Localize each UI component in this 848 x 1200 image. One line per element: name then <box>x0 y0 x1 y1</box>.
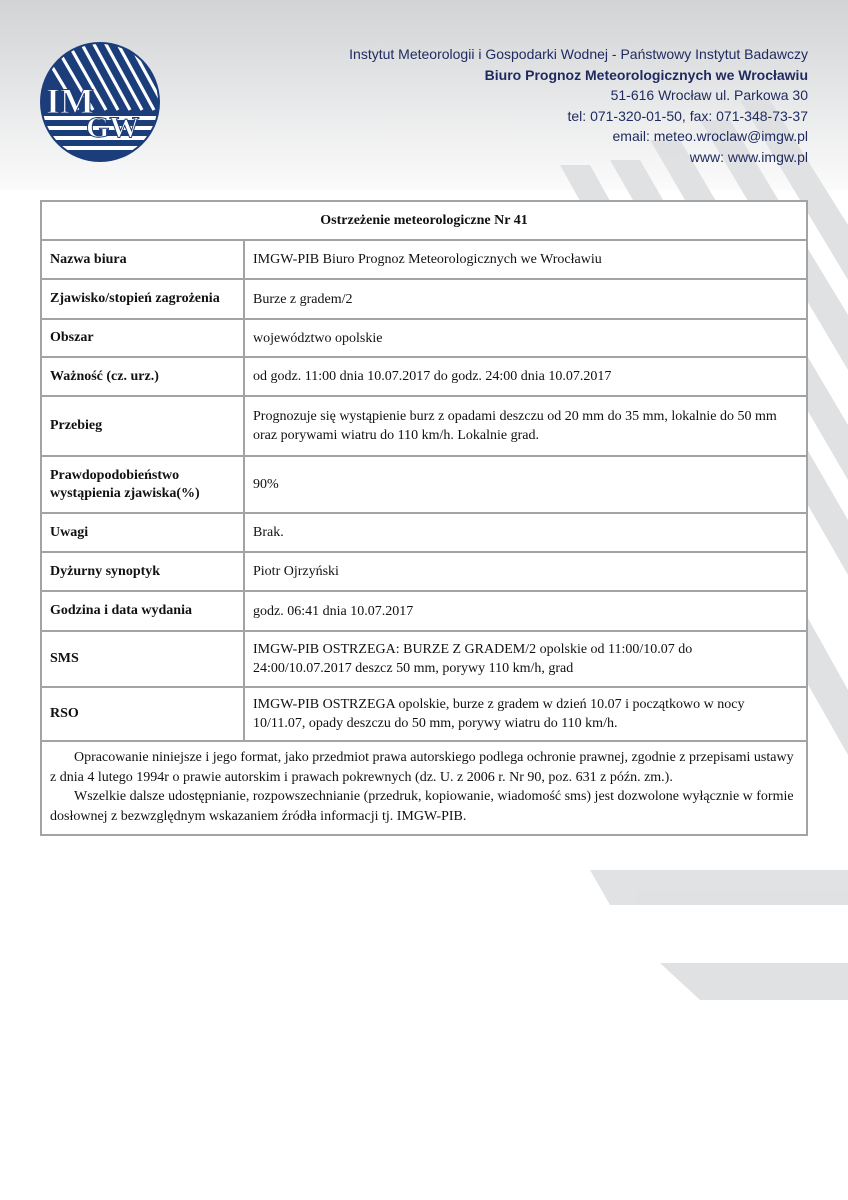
table-row <box>41 396 807 456</box>
distribution-paragraph: Wszelkie dalsze udostępnianie, rozpowszechnianie (przedruk, kopiowanie, wiadomość sms) jest dozwolone wyłącznie w formie dosłownej z bezwzględnym wskazaniem źródła informacji tj. IMGW-PIB. <box>50 789 794 824</box>
row-value-line: IMGW-PIB OSTRZEGA: BURZE Z GRADEM/2 opolskie od 11:00/10.07 do <box>253 642 693 657</box>
row-label: Dyżurny synoptyk <box>41 552 244 591</box>
website-link[interactable]: www: www.imgw.pl <box>689 148 808 165</box>
phone-fax: tel: 071-320-01-50, fax: 071-348-73-37 <box>567 107 808 124</box>
table-row <box>41 240 807 279</box>
office-address: 51-616 Wrocław ul. Parkowa 30 <box>610 87 808 103</box>
row-label: Zjawisko/stopień zagrożenia <box>41 279 244 319</box>
svg-text:IM: IM <box>46 81 94 121</box>
row-value <box>244 631 807 687</box>
svg-text:GW: GW <box>86 111 140 144</box>
row-value-line: 10/11.07, opady deszczu do 50 mm, porywy wiatru do 110 km/h. <box>253 716 618 731</box>
row-value: 90% <box>244 456 807 513</box>
row-value-line: 24:00/10.07.2017 deszcz 50 mm, porywy 110 km/h, grad <box>253 661 574 676</box>
table-row <box>41 631 807 687</box>
office-name: Biuro Prognoz Meteorologicznych we Wrocławiu <box>484 66 808 83</box>
row-label: Uwagi <box>41 513 244 552</box>
row-value <box>244 396 807 456</box>
copyright-footer-row <box>41 741 807 835</box>
table-row <box>41 513 807 552</box>
row-value <box>244 687 807 741</box>
imgw-logo <box>38 40 162 164</box>
table-row <box>41 552 807 591</box>
row-label: Nazwa biura <box>41 240 244 279</box>
row-value: Burze z gradem/2 <box>244 279 807 319</box>
row-value-line: IMGW-PIB OSTRZEGA opolskie, burze z gradem w dzień 10.07 i początkowo w nocy <box>253 697 745 712</box>
row-value: województwo opolskie <box>244 319 807 357</box>
copyright-notice <box>41 741 807 835</box>
row-value-line: Prognozuje się wystąpienie burz z opadami deszczu od 20 mm do 35 mm, lokalnie do 50 mm <box>253 409 777 424</box>
row-label: Godzina i data wydania <box>41 591 244 631</box>
row-value: godz. 06:41 dnia 10.07.2017 <box>244 591 807 631</box>
table-row <box>41 456 807 513</box>
row-value: Brak. <box>244 513 807 552</box>
copyright-paragraph: Opracowanie niniejsze i jego format, jako przedmiot prawa autorskiego podlega ochronie prawnej, zgodnie z przepisami ustawy z dnia 4 lutego 1994r o prawie autorskim i prawach pokrewnych (dz. U. z 2006 r. Nr 90, poz. 631 z późn. zm.). <box>50 750 794 785</box>
row-value-line: oraz porywami wiatru do 110 km/h. Lokalnie grad. <box>253 428 540 443</box>
email-link[interactable]: email: meteo.wroclaw@imgw.pl <box>612 128 808 144</box>
title-row <box>41 201 807 240</box>
warning-title: Ostrzeżenie meteorologiczne Nr 41 <box>41 201 807 240</box>
row-label: Obszar <box>41 319 244 357</box>
institute-name: Instytut Meteorologii i Gospodarki Wodnej - Państwowy Instytut Badawczy <box>349 46 808 62</box>
table-row <box>41 357 807 396</box>
warning-table <box>40 200 808 836</box>
row-label: RSO <box>41 687 244 741</box>
table-row <box>41 591 807 631</box>
row-label <box>41 456 244 513</box>
row-label: Ważność (cz. urz.) <box>41 357 244 396</box>
row-label-line: wystąpienia zjawiska(%) <box>50 485 200 501</box>
table-row <box>41 319 807 357</box>
row-value: Piotr Ojrzyński <box>244 552 807 591</box>
row-label: Przebieg <box>41 396 244 456</box>
organization-contact-block <box>349 44 808 167</box>
row-label: SMS <box>41 631 244 687</box>
row-value: IMGW-PIB Biuro Prognoz Meteorologicznych we Wrocławiu <box>244 240 807 279</box>
table-row <box>41 687 807 741</box>
table-row <box>41 279 807 319</box>
row-label-line: Prawdopodobieństwo <box>50 467 180 483</box>
row-value: od godz. 11:00 dnia 10.07.2017 do godz. 24:00 dnia 10.07.2017 <box>244 357 807 396</box>
